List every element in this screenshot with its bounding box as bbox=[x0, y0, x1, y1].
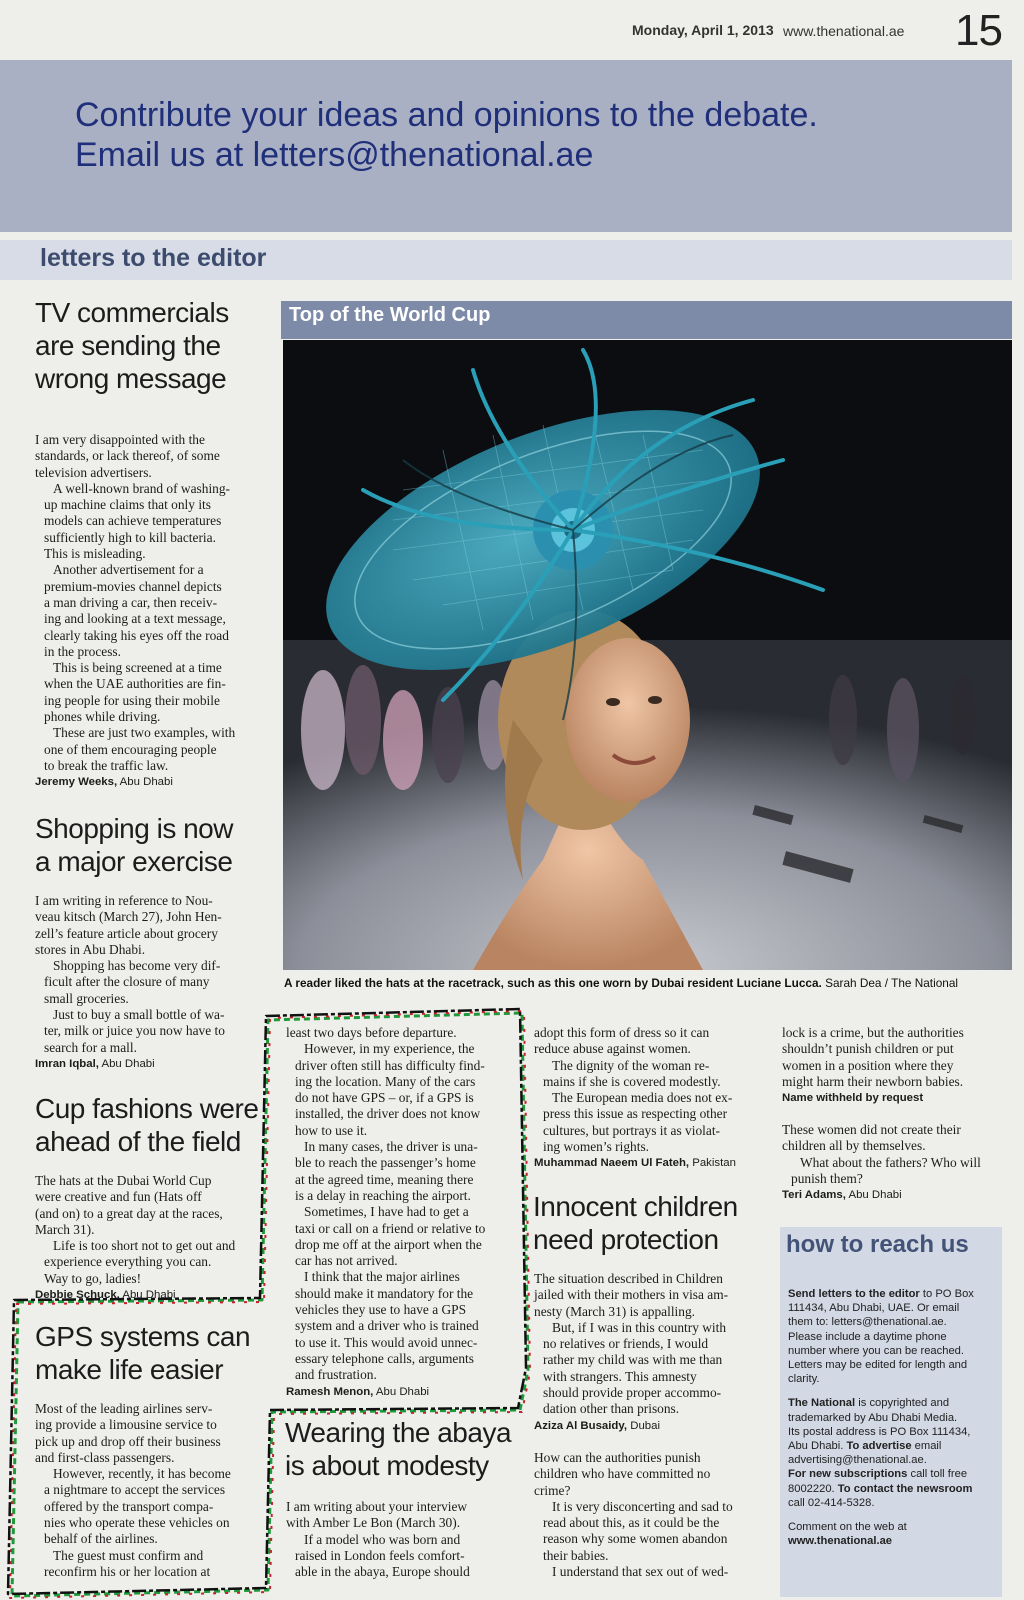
photo-header bbox=[281, 301, 1012, 339]
paragraph: I am writing in reference to Nou- veau kitsch (March 27), John Hen- zell’s feature article about grocery stores in Abu Dhabi. bbox=[35, 893, 222, 957]
paragraph: Life is too short not to get out and experience everything you can. Way to go, ladies! bbox=[44, 1238, 236, 1286]
paragraph: In many cases, the driver is una- ble to reach the passenger’s home at the agreed time, meaning there is a delay in reaching the airport. bbox=[295, 1139, 478, 1203]
paragraph: But, if I was in this country with no relatives or friends, I would rather my child was with me than with strangers. This amnesty should provide proper accommo- dation other than prisons. bbox=[543, 1319, 727, 1417]
letter-abaya-body-col2 bbox=[286, 1499, 470, 1580]
letter-signature: Jeremy Weeks, Abu Dhabi bbox=[35, 776, 173, 789]
section-title: letters to the editor bbox=[40, 244, 267, 272]
paragraph: The situation described in Children jailed with their mothers in visa am- nesty (March 31) is appalling. bbox=[534, 1271, 729, 1319]
headline-abaya: Wearing the abaya is about modesty bbox=[285, 1417, 512, 1481]
letter-gps-body-col2 bbox=[286, 1025, 485, 1400]
banner-line-1: Contribute your ideas and opinions to the debate. bbox=[75, 96, 818, 134]
paragraph: The guest must confirm and reconfirm his or her location at bbox=[44, 1547, 211, 1579]
paragraph: Most of the leading airlines serv- ing provide a limousine service to pick up and drop off their business and first-class passengers. bbox=[35, 1401, 221, 1465]
paragraph: These are just two examples, with one of them encouraging people to break the traffic law. bbox=[44, 725, 236, 773]
paragraph: least two days before departure. bbox=[286, 1025, 457, 1040]
paragraph: Shopping has become very dif- ficult after the closure of many small groceries. bbox=[44, 958, 221, 1006]
paragraph: It is very disconcerting and sad to read about this, as it could be the reason why some women abandon their babies. bbox=[543, 1498, 733, 1563]
headline-shopping: Shopping is now a major exercise bbox=[35, 813, 233, 877]
paragraph: The hats at the Dubai World Cup were creative and fun (Hats off (and on) to a great day at the races, March 31). bbox=[35, 1173, 223, 1237]
paragraph: Sometimes, I have had to get a taxi or call on a friend or relative to drop me off at the airport when the car has not arrived. bbox=[295, 1204, 486, 1269]
letter-signature: Debbie Schuck, Abu Dhabi bbox=[35, 1289, 176, 1302]
letter-punish-body-col3 bbox=[534, 1450, 733, 1580]
reach-us-text bbox=[788, 1287, 998, 1558]
reach-send-letters: Send letters to the editor to PO Box 111434, Abu Dhabi, UAE. Or email them to: letters@thenational.ae. Please include a daytime phone number where you can be reached. Letters may be edited for length and clarity. bbox=[788, 1288, 974, 1386]
paragraph: I am writing about your interview with Amber Le Bon (March 30). bbox=[286, 1499, 468, 1531]
contribute-banner bbox=[0, 60, 1012, 232]
letter-shopping-body bbox=[35, 893, 225, 1072]
letter-signature: Imran Iqbal, Abu Dhabi bbox=[35, 1057, 155, 1070]
photo-title: Top of the World Cup bbox=[289, 304, 491, 326]
letter-signature: Name withheld by request bbox=[782, 1092, 924, 1105]
reach-us-title: how to reach us bbox=[786, 1231, 969, 1258]
letter-tv-body bbox=[35, 432, 235, 790]
paragraph: A well-known brand of washing- up machine claims that only its models can achieve temperatures sufficiently high to kill bacteria. This is misleading. bbox=[44, 480, 231, 562]
paragraph: These women did not create their children all by themselves. bbox=[782, 1122, 961, 1154]
photo-caption: A reader liked the hats at the racetrack, such as this one worn by Dubai resident Luciane Lucca. Sarah Dea / The National bbox=[284, 976, 958, 990]
issue-date: Monday, April 1, 2013 bbox=[632, 22, 774, 38]
letter-cup-body bbox=[35, 1173, 235, 1303]
masthead-url: www.thenational.ae bbox=[783, 23, 905, 39]
letter-fathers-body bbox=[782, 1122, 981, 1203]
letter-signature: Aziza Al Busaidy, Dubai bbox=[534, 1419, 660, 1432]
letter-children-body bbox=[534, 1271, 728, 1434]
paragraph: However, in my experience, the driver often still has difficulty find- ing the location. Many of the cars do not have GPS – or, if a GPS is installed, the driver does not know how to use it. bbox=[295, 1041, 485, 1138]
photo-woman-in-hat bbox=[283, 340, 1012, 970]
letter-signature: Teri Adams, Abu Dhabi bbox=[782, 1189, 902, 1202]
paragraph: adopt this form of dress so it can reduce abuse against women. bbox=[534, 1025, 710, 1057]
letter-punish-body-col4 bbox=[782, 1025, 964, 1106]
paragraph: How can the authorities punish children who have committed no crime? bbox=[534, 1450, 711, 1498]
reach-comment: Comment on the web at www.thenational.ae bbox=[788, 1520, 998, 1548]
paragraph: I am very disappointed with the standards, or lack thereof, of some television advertisers. bbox=[35, 432, 220, 480]
headline-cup-fashions: Cup fashions were ahead of the field bbox=[35, 1093, 259, 1157]
paragraph: lock is a crime, but the authorities shouldn’t punish children or put women in a position where they might harm their newborn babies. bbox=[782, 1025, 964, 1089]
photo-illustration bbox=[283, 340, 1012, 970]
reach-copyright: The National is copyrighted and trademarked by Abu Dhabi Media. Its postal address is PO Box 111434, Abu Dhabi. To advertise email advertising@thenational.ae. For new subscriptions call toll free 8002220. To contact the newsroom call 02-414-5328. bbox=[788, 1397, 973, 1509]
paragraph: Just to buy a small bottle of wa- ter, milk or juice you now have to search for a mall. bbox=[44, 1007, 225, 1055]
headline-innocent-children: Innocent children need protection bbox=[533, 1191, 738, 1255]
paragraph: If a model who was born and raised in London feels comfort- able in the abaya, Europe should bbox=[295, 1531, 470, 1580]
how-to-reach-us-box bbox=[780, 1227, 1002, 1597]
paragraph: The dignity of the woman re- mains if she is covered modestly. bbox=[543, 1057, 721, 1089]
paragraph: Another advertisement for a premium-movies channel depicts a man driving a car, then receiv- ing and looking at a text message, clearly taking his eyes off the road in the process. bbox=[44, 562, 229, 659]
banner-line-2: Email us at letters@thenational.ae bbox=[75, 136, 594, 174]
paragraph: However, recently, it has become a nightmare to accept the services offered by the transport compa- nies who operate these vehicles on behalf of the airlines. bbox=[44, 1466, 231, 1547]
paragraph: What about the fathers? Who will punish them? bbox=[791, 1154, 981, 1186]
letter-abaya-body-col3 bbox=[534, 1025, 736, 1171]
letter-gps-body-col1 bbox=[35, 1401, 231, 1580]
paragraph: I understand that sex out of wed- bbox=[552, 1564, 729, 1580]
headline-gps: GPS systems can make life easier bbox=[35, 1321, 251, 1385]
section-header bbox=[0, 240, 1012, 280]
headline-tv-commercials: TV commercials are sending the wrong message bbox=[35, 297, 229, 394]
letter-signature: Muhammad Naeem Ul Fateh, Pakistan bbox=[534, 1157, 736, 1170]
page-number: 15 bbox=[955, 6, 1002, 55]
paragraph: This is being screened at a time when the UAE authorities are fin- ing people for using their mobile phones while driving. bbox=[44, 660, 226, 725]
paragraph: I think that the major airlines should make it mandatory for the vehicles they use to have a GPS system and a driver who is trained to use it. This would avoid unnec- essary telephone calls, arguments and frustration. bbox=[295, 1269, 479, 1383]
comment-url-link[interactable]: www.thenational.ae bbox=[788, 1535, 893, 1548]
letter-signature: Ramesh Menon, Abu Dhabi bbox=[286, 1385, 430, 1398]
paragraph: The European media does not ex- press this issue as respecting other cultures, but portrays it as violat- ing women’s rights. bbox=[543, 1090, 733, 1155]
